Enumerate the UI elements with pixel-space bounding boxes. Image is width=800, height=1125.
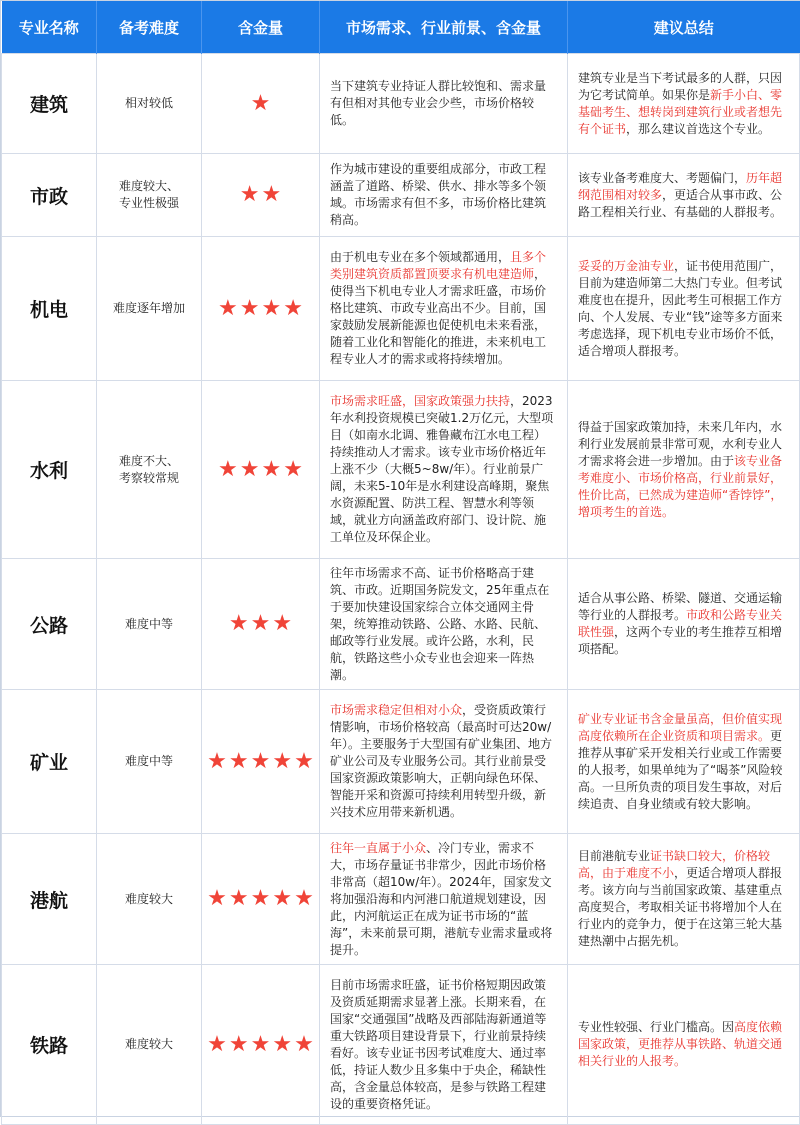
- table-row: [2, 965, 800, 1125]
- star-icon: ★: [207, 886, 227, 911]
- text-segment: 往年市场需求不高、证书价格略高于建筑、市政。近期国务院发文，25年重点在于要加快建设国家综合立体交通网主骨架，统筹推动铁路、公路、水路、民航、邮政等行业发展。或许公路，水利，民航，铁路这些小众专业也会迎来一阵热潮。: [330, 565, 550, 682]
- difficulty-text: 考察较常规: [118, 470, 179, 485]
- star-icon: ★: [207, 1031, 227, 1057]
- star-icon: ★: [283, 456, 303, 482]
- difficulty-text: 难度中等: [124, 754, 173, 768]
- advice-text: [568, 834, 800, 965]
- text-segment: 目前港航专业: [578, 849, 651, 863]
- star-icon: ★: [261, 182, 282, 207]
- header-difficulty: 备考难度: [97, 1, 202, 54]
- certificate-comparison-table: [1, 1, 800, 1125]
- advice-text: [568, 381, 800, 559]
- difficulty-cell: [97, 834, 202, 965]
- star-icon: ★: [294, 1031, 314, 1057]
- star-icon: ★: [228, 1031, 249, 1057]
- star-icon: ★: [250, 748, 271, 774]
- highlighted-text: 该专业备考难度小、市场价格高，行业前景好，性价比高，已然成为建造师“香饽饽”，增项考生的首选。: [578, 453, 783, 519]
- star-icon: ★: [239, 456, 260, 482]
- star-icon: ★: [272, 886, 293, 911]
- star-icon: ★: [228, 886, 249, 911]
- highlighted-text: 市政和公路专业关联性强: [578, 608, 783, 639]
- text-segment: 、冷门专业，需求不大，市场存量证书非常少，因此市场价格非常高（超10w/年）。2024年，国家发文将加强沿海和内河港口航道规划建设，因此，内河航运正在成为证书市场的“蓝海”，未来前景可期，港航专业需求量或将提升。: [330, 840, 553, 957]
- major-name: 建筑: [2, 54, 97, 154]
- highlighted-text: 矿业专业证书含金量虽高，但价值实现高度依赖所在企业资质和项目需求。: [578, 711, 783, 743]
- text-segment: 该专业备考难度大、考题偏门，: [578, 170, 747, 185]
- advice-text: [568, 237, 800, 381]
- table-row: [2, 154, 800, 237]
- star-icon: ★: [207, 748, 227, 774]
- text-segment: 当下建筑专业持证人群比较饱和、需求量有但相对其他专业会少些，市场价格较低。: [330, 79, 547, 127]
- star-icon: ★: [250, 611, 271, 636]
- text-segment: 适合从事公路、桥梁、隧道、交通运输等行业的人群报考。: [578, 591, 783, 622]
- difficulty-cell: [97, 54, 202, 154]
- major-name: 港航: [2, 834, 97, 965]
- star-icon: ★: [272, 611, 293, 636]
- market-text: [320, 381, 568, 559]
- header-market: 市场需求、行业前景、含金量: [320, 1, 568, 54]
- text-segment: ，这两个专业的考生推荐互相增项搭配。: [578, 625, 783, 656]
- highlighted-text: 往年一直属于小众: [330, 840, 427, 855]
- text-segment: ，更适合从事市政、公路工程相关行业、有基础的人群报考。: [578, 187, 783, 219]
- star-icon: ★: [239, 295, 260, 321]
- difficulty-text: 难度较大、: [118, 179, 179, 193]
- star-icon: ★: [218, 456, 238, 482]
- major-name: 机电: [2, 237, 97, 381]
- difficulty-cell: [97, 381, 202, 559]
- star-icon: ★: [218, 295, 238, 321]
- major-name: 矿业: [2, 690, 97, 834]
- market-text: [320, 237, 568, 381]
- table-row: [2, 690, 800, 834]
- table-row: [2, 54, 800, 154]
- market-text: [320, 154, 568, 237]
- star-icon: ★: [239, 182, 260, 207]
- highlighted-text: 且多个类别建筑资质都置顶要求有机电建造师: [330, 250, 547, 281]
- major-name: 公路: [2, 559, 97, 690]
- star-icon: ★: [250, 886, 271, 911]
- highlighted-text: 市场需求稳定但相对小众: [330, 703, 463, 717]
- major-name: 铁路: [2, 965, 97, 1125]
- text-segment: 作为城市建设的重要组成部分，市政工程涵盖了道路、桥梁、供水、排水等多个领域。市场需求有但不多，市场价格比建筑稍高。: [330, 162, 547, 227]
- difficulty-text: 难度较大: [124, 1037, 173, 1051]
- highlighted-text: 妥妥的万金油专业: [578, 258, 675, 273]
- difficulty-text: 难度不大、: [118, 453, 179, 468]
- highlighted-text: 高度依赖国家政策，更推荐从事铁路、轨道交通相关行业的人报考。: [578, 1020, 783, 1068]
- major-name: 市政: [2, 154, 97, 237]
- star-icon: ★: [294, 886, 314, 911]
- header-advice: 建议总结: [568, 1, 800, 54]
- difficulty-text: 难度中等: [124, 616, 173, 631]
- text-segment: ，使得当下机电专业人才需求旺盛，市场价格比建筑、市政专业高出不少。目前，国家鼓励发展新能源也促使机电未来看涨，随着工业化和智能化的推进，未来机电工程专业人才的需求或将持续增加。: [330, 267, 547, 366]
- text-segment: 更推荐从事矿采开发相关行业或工作需要的人报考，如果单纯为了“喝茶”风险较高。一旦所负责的项目发生事故，对后续追责、自身业绩或有较大影响。: [578, 728, 783, 811]
- table-row: [2, 559, 800, 690]
- star-icon: ★: [250, 90, 271, 116]
- table-body: [2, 54, 800, 1125]
- market-text: [320, 965, 568, 1125]
- header-major: 专业名称: [2, 1, 97, 54]
- difficulty-cell: [97, 154, 202, 237]
- difficulty-cell: [97, 237, 202, 381]
- value-rating: [202, 559, 320, 690]
- highlighted-text: 新手小白、零基础考生、想转岗到建筑行业或者想先有个证书: [578, 87, 783, 136]
- market-text: [320, 54, 568, 154]
- difficulty-text: 专业性极强: [118, 196, 179, 210]
- highlighted-text: 历年超纲范围相对较多: [578, 170, 783, 202]
- header-value: 含金量: [202, 1, 320, 54]
- table-row: [2, 237, 800, 381]
- star-icon: ★: [228, 611, 249, 636]
- value-rating: [202, 154, 320, 237]
- value-rating: [202, 54, 320, 154]
- difficulty-text: 相对较低: [124, 96, 173, 110]
- advice-text: [568, 965, 800, 1125]
- value-rating: [202, 237, 320, 381]
- text-segment: ，证书使用范围广，目前为建造师第二大热门专业。但考试难度也在提升，因此考生可根据工作方向、个人发展、专业“钱”途等多方面来考虑选择，现下机电专业市场价不低，适合增项人群报考。: [578, 258, 783, 358]
- text-segment: 由于机电专业在多个领域都通用，: [330, 250, 511, 264]
- advice-text: [568, 559, 800, 690]
- value-rating: [202, 834, 320, 965]
- difficulty-text: 难度较大: [124, 891, 173, 906]
- text-segment: ，2023年水利投资规模已突破1.2万亿元，大型项目（如南水北调、雅鲁藏布江水电工程）持续推动人才需求。该专业市场价格近年上涨不少（大概5~8w/年）。行业前景广阔，未来5-10年是水利建设高峰期，聚焦水资源配置、防洪工程、智慧水利等领域，就业方向涵盖政府部门、设计院、施工单位及环保企业。: [330, 394, 554, 544]
- difficulty-text: 难度逐年增加: [112, 301, 185, 315]
- star-icon: ★: [283, 295, 303, 321]
- highlighted-text: 证书缺口较大，价格较高，由于难度不小: [578, 849, 771, 880]
- star-icon: ★: [250, 1031, 271, 1057]
- advice-text: [568, 154, 800, 237]
- text-segment: 得益于国家政策加持，未来几年内，水利行业发展前景非常可观，水利专业人才需求将会进一步增加。由于: [578, 419, 783, 468]
- market-text: [320, 690, 568, 834]
- text-segment: ，更适合增项人群报考。该方向与当前国家政策、基建重点高度契合，考取相关证书将增加个人在行业内的竞争力，便于在这第三轮大基建热潮中占据先机。: [578, 866, 783, 948]
- table-row: [2, 834, 800, 965]
- star-icon: ★: [272, 1031, 293, 1057]
- difficulty-cell: [97, 965, 202, 1125]
- star-icon: ★: [228, 748, 249, 774]
- table-row: [2, 381, 800, 559]
- text-segment: ，受资质政策行情影响，市场价格较高（最高时可达20w/年）。主要服务于大型国有矿业集团、地方矿业公司及专业服务公司。其行业前景受国家资源政策影响大，正朝向绿色环保、智能开采和资源可持续利用转型升级，新兴技术应用带来新机遇。: [330, 703, 553, 819]
- text-segment: 专业性较强、行业门槛高。因: [578, 1020, 735, 1034]
- value-rating: [202, 690, 320, 834]
- text-segment: 建筑专业是当下考试最多的人群，只因为它考试简单。如果你是: [578, 70, 783, 102]
- value-rating: [202, 965, 320, 1125]
- table-header-row: [2, 1, 800, 54]
- major-name: 水利: [2, 381, 97, 559]
- market-text: [320, 834, 568, 965]
- text-segment: 目前市场需求旺盛，证书价格短期因政策及资质延期需求显著上涨。长期来看，在国家“交通强国”战略及西部陆海新通道等重大铁路项目建设背景下，行业前景持续看好。该专业证书因考试难度大、通过率低，持证人数少且多集中于央企，稀缺性高，含金量总体较高，是参与铁路工程建设的重要资格凭证。: [330, 977, 547, 1111]
- advice-text: [568, 690, 800, 834]
- market-text: [320, 559, 568, 690]
- difficulty-cell: [97, 690, 202, 834]
- advice-text: [568, 54, 800, 154]
- text-segment: ，那么建议首选这个专业。: [626, 121, 771, 136]
- star-icon: ★: [272, 748, 293, 774]
- difficulty-cell: [97, 559, 202, 690]
- star-icon: ★: [261, 295, 282, 321]
- value-rating: [202, 381, 320, 559]
- highlighted-text: 市场需求旺盛，国家政策强力扶持: [330, 394, 511, 408]
- star-icon: ★: [261, 456, 282, 482]
- star-icon: ★: [294, 748, 314, 774]
